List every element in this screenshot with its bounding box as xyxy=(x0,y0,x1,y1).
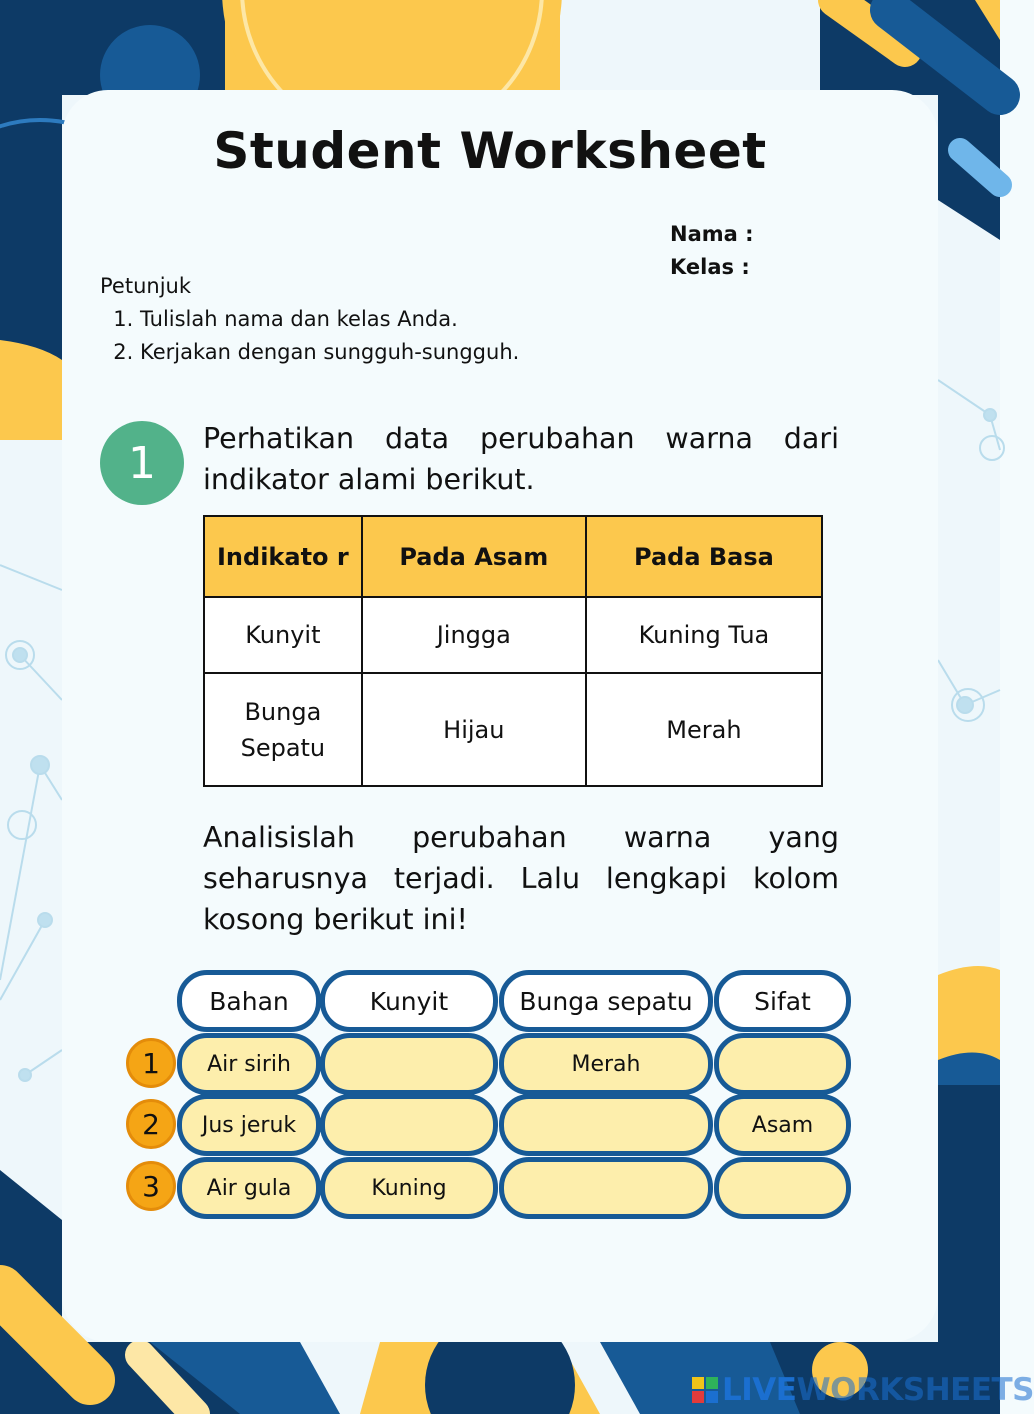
answer-input-kunyit[interactable] xyxy=(320,1094,498,1156)
answer-input-bunga-sepatu[interactable] xyxy=(499,1094,713,1156)
question-prompt: Perhatikan data perubahan warna dari indikator alami berikut. xyxy=(203,422,839,496)
table-cell: Jingga xyxy=(362,597,586,673)
class-label: Kelas : xyxy=(670,255,750,279)
table-row xyxy=(204,597,822,673)
grid-header-kunyit: Kunyit xyxy=(320,970,498,1032)
instructions-heading: Petunjuk xyxy=(100,274,191,298)
instructions xyxy=(100,270,519,369)
table-cell: Kunyit xyxy=(204,597,362,673)
name-label: Nama : xyxy=(670,222,754,246)
table-cell: Merah xyxy=(586,673,822,786)
table-cell: Hijau xyxy=(362,673,586,786)
instruction-item: 2. Kerjakan dengan sungguh-sungguh. xyxy=(140,336,519,369)
table-header: Indikato r xyxy=(204,516,362,597)
grid-header-bunga-sepatu: Bunga sepatu xyxy=(499,970,713,1032)
instruction-item: 1. Tulislah nama dan kelas Anda. xyxy=(140,303,519,336)
logo-text-worksheets: WORKSHEETS xyxy=(796,1372,1034,1408)
row-number-badge: 2 xyxy=(126,1099,176,1149)
grid-cell-bahan: Air gula xyxy=(177,1157,321,1219)
row-number-badge: 3 xyxy=(126,1161,176,1211)
grid-cell-bahan: Jus jeruk xyxy=(177,1094,321,1156)
answer-input-bunga-sepatu[interactable] xyxy=(499,1157,713,1219)
table-header: Pada Basa xyxy=(586,516,822,597)
grid-cell-bahan: Air sirih xyxy=(177,1033,321,1095)
row-number-badge: 1 xyxy=(126,1038,176,1088)
logo-text-live: LIVE xyxy=(722,1372,797,1408)
grid-cell-kunyit: Kuning xyxy=(320,1157,498,1219)
instructions-list xyxy=(140,303,519,369)
table-header: Pada Asam xyxy=(362,516,586,597)
table-cell: Kuning Tua xyxy=(586,597,822,673)
task-instruction: Analisislah perubahan warna yang seharusnya terjadi. Lalu lengkapi kolom kosong berikut ini! xyxy=(203,821,839,936)
question-number-badge: 1 xyxy=(100,421,184,505)
answer-input-sifat[interactable] xyxy=(714,1157,851,1219)
indicator-table xyxy=(203,515,823,787)
answer-input-sifat[interactable] xyxy=(714,1033,851,1095)
liveworksheets-logo xyxy=(692,1372,1034,1408)
grid-cell-sifat: Asam xyxy=(714,1094,851,1156)
grid-header-sifat: Sifat xyxy=(714,970,851,1032)
table-row xyxy=(204,673,822,786)
grid-header-bahan: Bahan xyxy=(177,970,321,1032)
logo-mark-icon xyxy=(692,1377,718,1403)
table-cell: Bunga Sepatu xyxy=(204,673,362,786)
answer-input-kunyit[interactable] xyxy=(320,1033,498,1095)
student-id-fields xyxy=(670,218,754,284)
grid-cell-bunga-sepatu: Merah xyxy=(499,1033,713,1095)
page-title: Student Worksheet xyxy=(213,122,767,180)
